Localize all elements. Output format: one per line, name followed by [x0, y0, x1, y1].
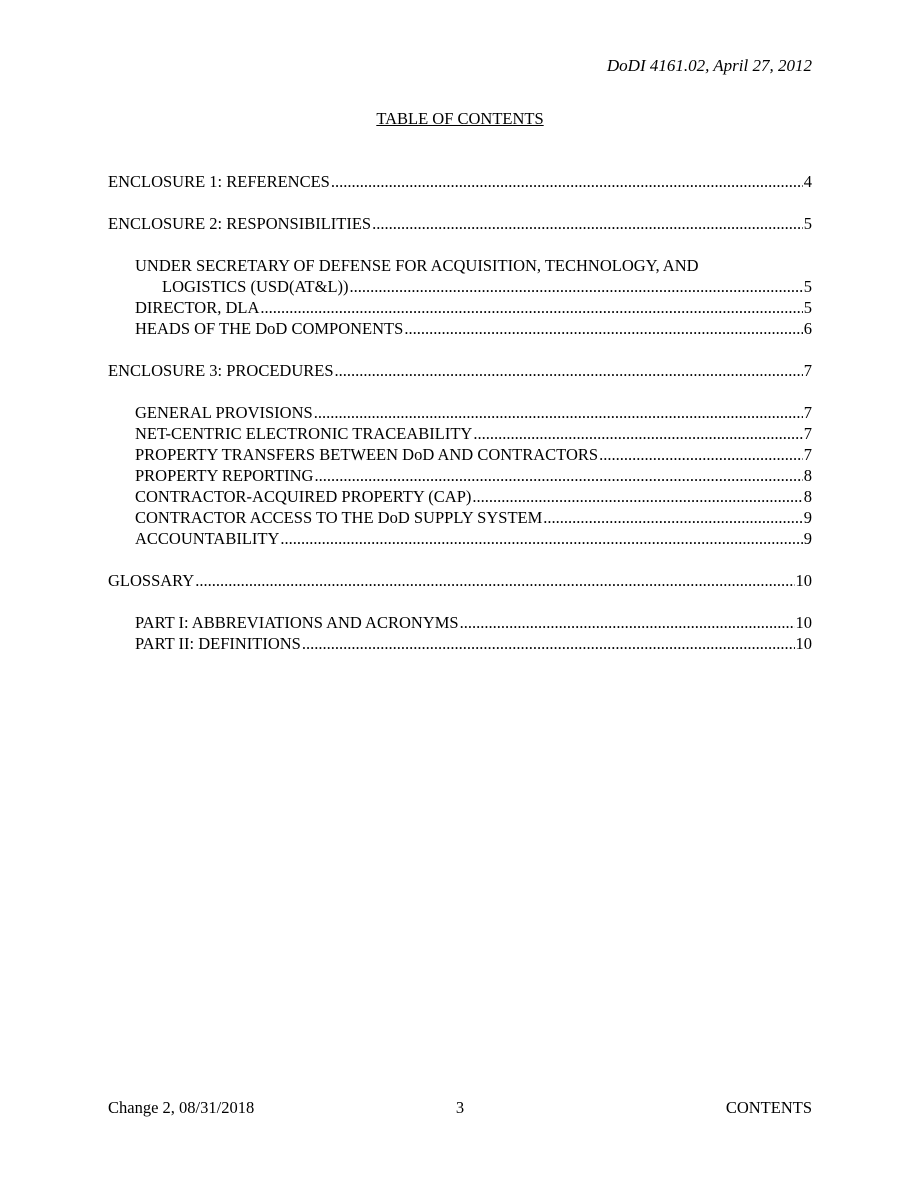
- toc-entry-page: 9: [803, 529, 812, 548]
- toc-entry-label: HEADS OF THE DoD COMPONENTS: [135, 319, 404, 338]
- dot-leader: [314, 402, 803, 423]
- dot-leader: [302, 633, 795, 654]
- dot-leader: [280, 528, 802, 549]
- toc-entry-page: 6: [803, 319, 812, 338]
- toc-entry-page: 5: [803, 298, 812, 317]
- toc-entry-label: PART I: ABBREVIATIONS AND ACRONYMS: [135, 613, 459, 632]
- toc-entry-label: PROPERTY TRANSFERS BETWEEN DoD AND CONTRACTORS: [135, 445, 599, 464]
- toc-entry-label: GLOSSARY: [108, 571, 195, 590]
- toc-entry-page: 7: [803, 445, 812, 464]
- document-reference: DoDI 4161.02, April 27, 2012: [606, 56, 812, 75]
- toc-entry-label: ACCOUNTABILITY: [135, 529, 280, 548]
- toc-entry-enclosure-2[interactable]: [108, 213, 812, 234]
- toc-entry-general-provisions[interactable]: [108, 402, 812, 423]
- toc-entry-net-centric[interactable]: [108, 423, 812, 444]
- toc-entry-page: 8: [803, 487, 812, 506]
- toc-entry-part-2[interactable]: [108, 633, 812, 654]
- toc-entry-page: 10: [795, 634, 812, 653]
- toc-entry-label: DIRECTOR, DLA: [135, 298, 260, 317]
- toc-entry-property-transfers[interactable]: [108, 444, 812, 465]
- toc-entry-page: 5: [803, 277, 812, 296]
- toc-entry-label: CONTRACTOR-ACQUIRED PROPERTY (CAP): [135, 487, 472, 506]
- toc-entry-page: 4: [803, 172, 812, 191]
- toc-entry-contractor-access[interactable]: [108, 507, 812, 528]
- toc-entry-cap[interactable]: [108, 486, 812, 507]
- toc-entry-usd-line2[interactable]: [108, 276, 812, 297]
- dot-leader: [599, 444, 803, 465]
- dot-leader: [331, 171, 803, 192]
- toc-entry-label: PART II: DEFINITIONS: [135, 634, 301, 653]
- toc-entry-label: GENERAL PROVISIONS: [135, 403, 313, 422]
- toc-entry-page: 7: [803, 361, 812, 380]
- toc-entry-page: 8: [803, 466, 812, 485]
- dot-leader: [472, 486, 802, 507]
- dot-leader: [543, 507, 802, 528]
- change-notice: Change 2, 08/31/2018: [108, 1098, 255, 1117]
- toc-entry-heads[interactable]: [108, 318, 812, 339]
- toc-entry-page: 9: [803, 508, 812, 527]
- dot-leader: [335, 360, 803, 381]
- toc-entry-page: 10: [795, 613, 812, 632]
- toc-entry-label: ENCLOSURE 1: REFERENCES: [108, 172, 330, 191]
- toc-entry-label: ENCLOSURE 3: PROCEDURES: [108, 361, 334, 380]
- toc-entry-page: 7: [803, 403, 812, 422]
- toc-entry-part-1[interactable]: [108, 612, 812, 633]
- dot-leader: [195, 570, 794, 591]
- toc-entry-director-dla[interactable]: [108, 297, 812, 318]
- toc-entry-accountability[interactable]: [108, 528, 812, 549]
- page-title: TABLE OF CONTENTS: [376, 109, 544, 128]
- toc-entry-glossary[interactable]: [108, 570, 812, 591]
- section-name: CONTENTS: [725, 1098, 812, 1117]
- dot-leader: [372, 213, 803, 234]
- toc-entry-label: LOGISTICS (USD(AT&L)): [162, 277, 349, 296]
- dot-leader: [473, 423, 802, 444]
- toc-entry-page: 5: [803, 214, 812, 233]
- toc-entry-page: 7: [803, 424, 812, 443]
- toc-entry-enclosure-1[interactable]: [108, 171, 812, 192]
- toc-entry-usd-line1[interactable]: UNDER SECRETARY OF DEFENSE FOR ACQUISITION, TECHNOLOGY, AND: [135, 256, 699, 275]
- table-of-contents: [108, 171, 812, 654]
- dot-leader: [460, 612, 795, 633]
- toc-entry-enclosure-3[interactable]: [108, 360, 812, 381]
- toc-entry-page: 10: [795, 571, 812, 590]
- toc-entry-property-reporting[interactable]: [108, 465, 812, 486]
- toc-entry-label: NET-CENTRIC ELECTRONIC TRACEABILITY: [135, 424, 473, 443]
- dot-leader: [404, 318, 802, 339]
- page-footer: [108, 1098, 812, 1119]
- page-number: 3: [455, 1098, 465, 1117]
- toc-entry-label: PROPERTY REPORTING: [135, 466, 314, 485]
- dot-leader: [314, 465, 802, 486]
- dot-leader: [260, 297, 802, 318]
- toc-entry-label: CONTRACTOR ACCESS TO THE DoD SUPPLY SYSTEM: [135, 508, 543, 527]
- dot-leader: [350, 276, 803, 297]
- toc-entry-label: ENCLOSURE 2: RESPONSIBILITIES: [108, 214, 372, 233]
